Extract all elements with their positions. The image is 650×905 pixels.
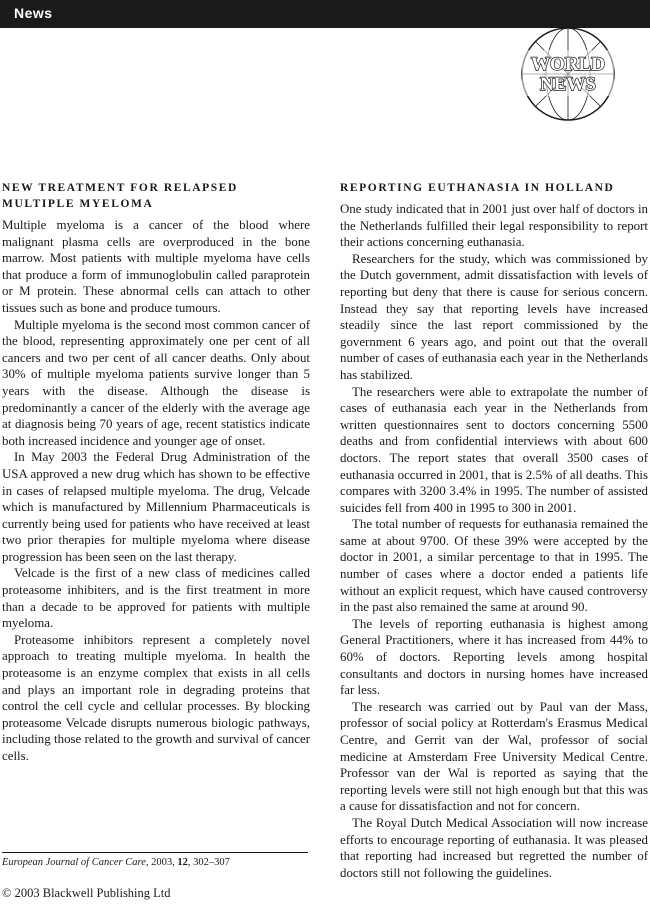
copyright-notice: © 2003 Blackwell Publishing Ltd: [2, 886, 171, 900]
logo-line-world: WORLD: [531, 54, 605, 75]
right-article: [340, 180, 648, 881]
journal-year: , 2003,: [145, 857, 178, 868]
left-article: [2, 180, 310, 765]
journal-volume: 12: [177, 857, 188, 868]
journal-reference: [2, 857, 230, 868]
left-paragraph: Proteasome inhibitors represent a completely novel approach to treating multiple myeloma. In health the proteasome is an enzyme complex that exists in all cells and plays an important role in degrading proteins that control the cell cycle and cellular processes. By blocking proteasome Velcade disrupts numerous biologic pathways, including those related to the growth and survival of cancer cells.: [2, 632, 310, 763]
right-paragraph: The Royal Dutch Medical Association will now increase efforts to encourage reporting of euthanasia. It was pleased that reporting had increased but regretted the number of doctors still not following the guidelines.: [340, 815, 648, 880]
logo-line-news: NEWS: [540, 74, 596, 95]
section-label: News: [14, 5, 53, 21]
section-header-bar: [0, 0, 650, 28]
footer-divider: [2, 852, 308, 853]
left-paragraph: Multiple myeloma is a cancer of the blood where malignant plasma cells are overproduced in the bone marrow. Most patients with multiple myeloma have cells that produce a form of immunoglobulin called paraprotein or M protein. These abnormal cells can attach to other tissues such as bone and produce tumours.: [2, 218, 310, 315]
left-paragraph: In May 2003 the Federal Drug Administration of the USA approved a new drug which has shown to be effective in cases of relapsed multiple myeloma. The drug, Velcade which is manufactured by Millennium Pharmaceuticals is currently being used for patients who have received at least two prior therapies for multiple myeloma where disease progression has been seen on the last therapy.: [2, 450, 310, 564]
right-paragraph: The levels of reporting euthanasia is highest among General Practitioners, where it has increased from 44% to 60% of doctors. Reporting levels among hospital consultants and doctors in nursing homes have increased far less.: [340, 616, 648, 698]
right-paragraph: Researchers for the study, which was commissioned by the Dutch government, admit dissatisfaction with levels of reporting but deny that there is cause for serious concern. Instead they say that reporting levels have increased steadily since the last report commissioned by the government 6 years ago, and point out that the overall number of cases of euthanasia each year in the Netherlands has stabilized.: [340, 251, 648, 382]
right-paragraph: The total number of requests for euthanasia remained the same at about 9700. Of these 39% were accepted by the doctor in 2001, a similar percentage to that in 1995. The number of cases where a doctor ended a patients life without an explicit request, which have caused controversy in the past also remained the same at around 90.: [340, 517, 648, 615]
right-paragraph: One study indicated that in 2001 just over half of doctors in the Netherlands fulfilled their legal responsibility to report their actions concerning euthanasia.: [340, 202, 648, 250]
left-paragraph: Multiple myeloma is the second most common cancer of the blood, representing approximately one per cent of all cancers and two per cent of all cancer deaths. Only about 30% of multiple myeloma patients survive longer than 5 years with the disease. Although the disease is predominantly a cancer of the elderly with the average age at diagnosis being 70 years of age, recent statistics indicate both increased incidence and younger age of onset.: [2, 317, 310, 448]
left-paragraph: Velcade is the first of a new class of medicines called proteasome inhibiters, and is the first treatment in more than a decade to be approved for patients with multiple myeloma.: [2, 566, 310, 631]
right-paragraph: The research was carried out by Paul van der Mass, professor of social policy at Rotterdam's Erasmus Medical Centre, and Gerrit van der Wal, professor of social medicine at Amsterdam Free University Medical Centre. Professor van der Wal is reported as saying that the reporting levels were still not high enough but that this was a cause for dissatisfaction and not for concern.: [340, 699, 648, 814]
world-news-logo: [520, 26, 616, 122]
right-article-title: REPORTING EUTHANASIA IN HOLLAND: [340, 182, 615, 194]
left-article-title: NEW TREATMENT FOR RELAPSED MULTIPLE MYELOMA: [2, 182, 238, 210]
journal-name: European Journal of Cancer Care: [2, 857, 146, 868]
journal-pages: , 302–307: [187, 857, 230, 868]
right-paragraph: The researchers were able to extrapolate the number of cases of euthanasia each year in the Netherlands from written questionnaires sent to doctors concerning 5500 deaths and from confidential interviews with about 600 doctors. The report states that overall 3500 cases of euthanasia occurred in 2001, that is 2.5% of all deaths. This compares with 3200 3.4% in 1995. The number of assisted suicides fell from 400 in 1995 to 300 in 2001.: [340, 384, 648, 515]
